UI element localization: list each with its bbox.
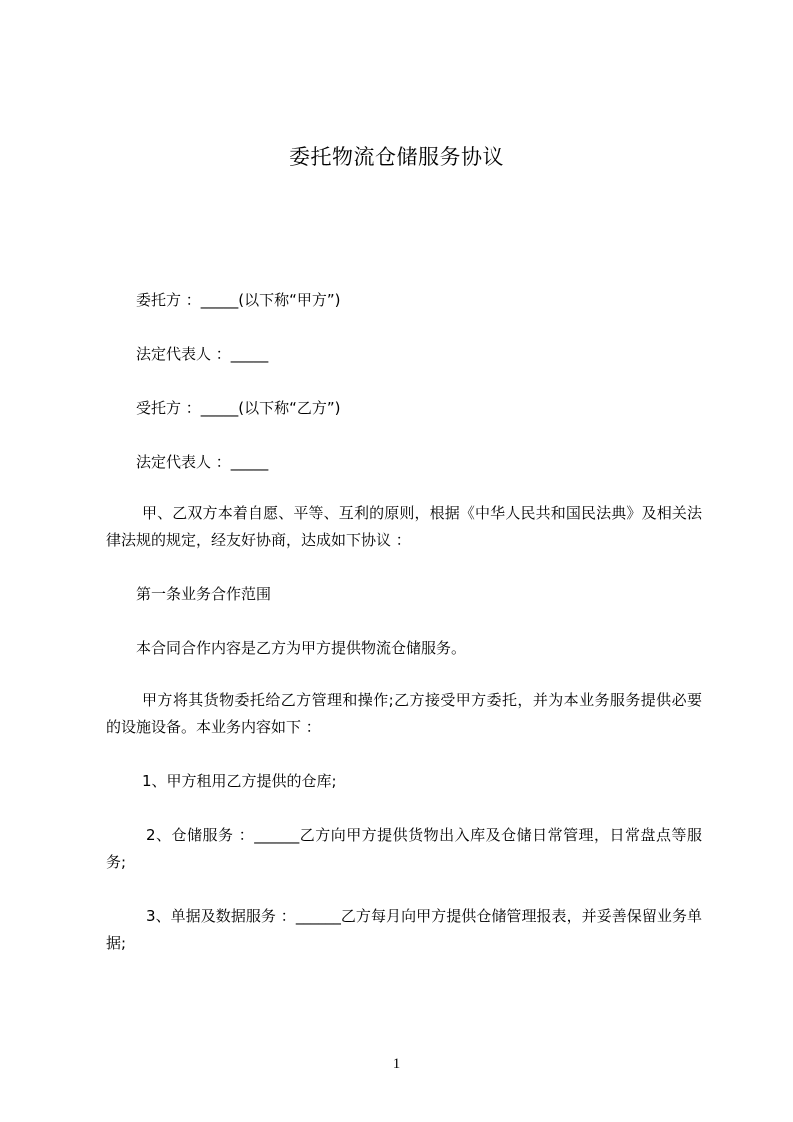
paragraph-entrusting-party: 委托方 ：_____(以下称“甲方”)	[136, 291, 341, 309]
paragraph-item-1: 1、甲方租用乙方提供的仓库;	[142, 772, 337, 790]
document-title: 委托物流仓储服务协议	[289, 145, 504, 169]
paragraph-entrusted-party: 受托方 ：_____(以下称“乙方”)	[136, 399, 341, 417]
page-number: 1	[392, 1056, 401, 1072]
paragraph-business-scope: 甲方将其货物委托给乙方管理和操作;乙方接受甲方委托，并为本业务服务提供必要的设施设备。本业务内容如下 ：	[106, 691, 702, 736]
paragraph-item-2: 2、仓储服务 ：______乙方向甲方提供货物出入库及仓储日常管理，日常盘点等服务;	[106, 826, 702, 871]
paragraph-legal-representative-b: 法定代表人 ：_____	[136, 453, 269, 471]
paragraph-legal-representative-a: 法定代表人 ：_____	[136, 345, 269, 363]
paragraph-article-one-heading: 第一条业务合作范围	[136, 585, 272, 603]
paragraph-preamble: 甲、乙双方本着自愿、平等、互利的原则，根据《中华人民共和国民法典》及相关法律法规的规定，经友好协商，达成如下协议 ：	[106, 504, 702, 549]
paragraph-item-3: 3、单据及数据服务 ：______乙方每月向甲方提供仓储管理报表，并妥善保留业务单据;	[106, 907, 702, 952]
paragraph-cooperation-content: 本合同合作内容是乙方为甲方提供物流仓储服务。	[136, 639, 467, 657]
